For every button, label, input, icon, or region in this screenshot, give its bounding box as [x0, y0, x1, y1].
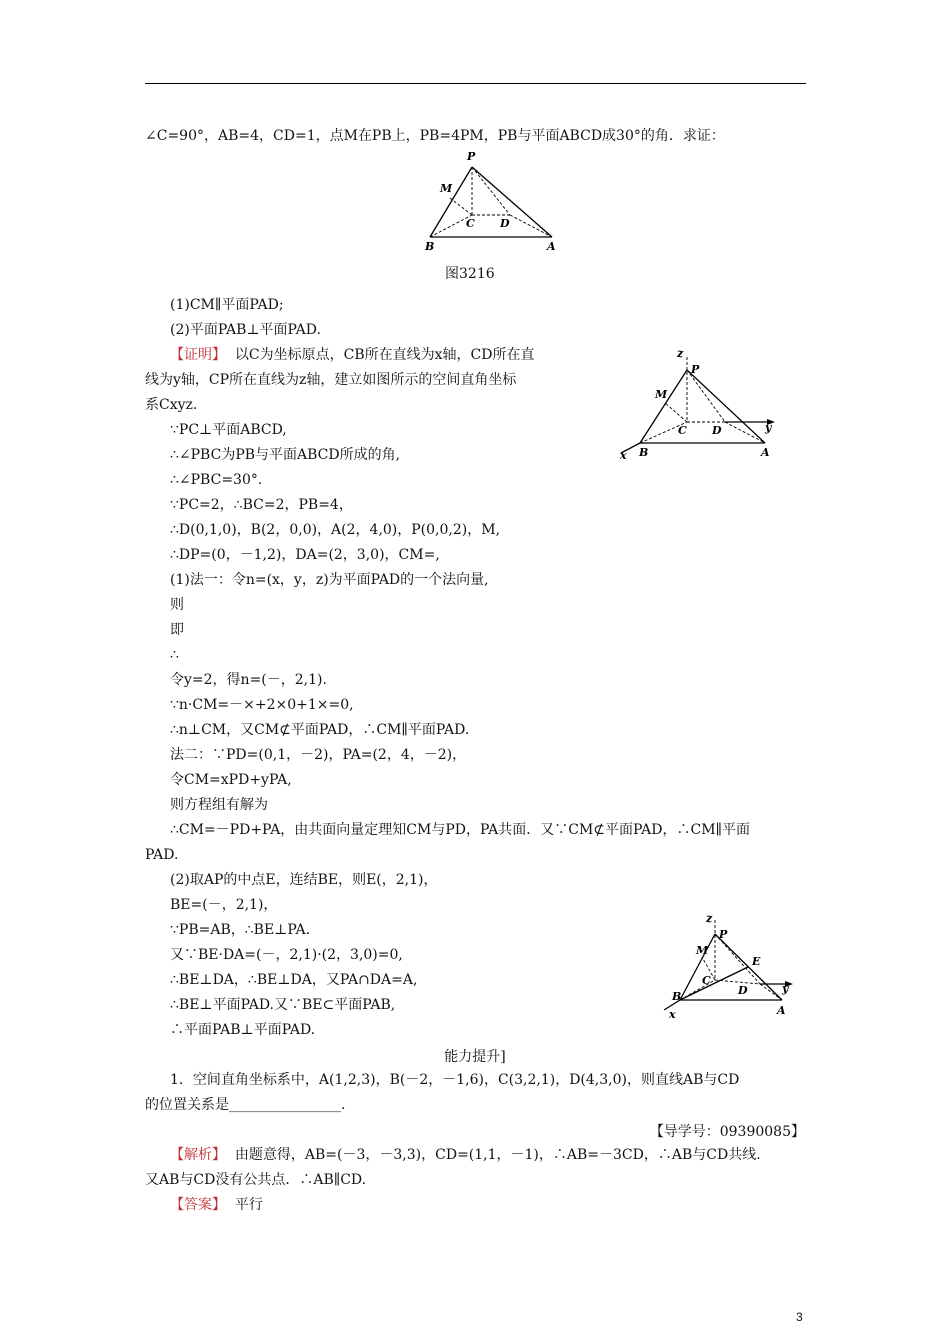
- text-line-15: ∴: [170, 647, 179, 663]
- text-line-5: 系Cxyz.: [145, 397, 198, 413]
- fig2-label-P: P: [691, 363, 700, 376]
- text-line-19: 法二：∵PD=(0,1，－2)，PA=(2，4，－2)，: [170, 747, 467, 763]
- text-line-17: ∵n·CM=－×+2×0+1×=0,: [170, 697, 354, 713]
- header-rule: [145, 83, 806, 84]
- text-line-13: 则: [170, 597, 184, 613]
- text-line-23: PAD.: [145, 847, 179, 863]
- text-line-21: 则方程组有解为: [170, 797, 268, 813]
- fig3-label-C: C: [702, 974, 711, 987]
- fig3-label-P: P: [719, 928, 728, 941]
- fig1-label-P: P: [467, 150, 476, 163]
- fig1-label-C: C: [466, 217, 475, 230]
- fig2-label-D: D: [712, 424, 722, 437]
- text-line-20: 令CM=xPD+yPA,: [170, 772, 292, 788]
- text-line-8: ∴∠PBC=30°.: [170, 472, 263, 488]
- text-line-6: ∵PC⊥平面ABCD,: [170, 422, 287, 438]
- figure-caption: 图3216: [445, 266, 495, 282]
- proof-tag: 【证明】: [170, 347, 226, 363]
- guide-number: 【导学号：09390085】: [649, 1124, 805, 1140]
- text-line-18: ∴n⊥CM，又CM⊄平面PAD，∴CM∥平面PAD.: [170, 722, 470, 738]
- text-line-4: 线为y轴，CP所在直线为z轴，建立如图所示的空间直角坐标: [145, 372, 517, 388]
- text-line-28: ∴BE⊥DA，∴BE⊥DA，又PA∩DA=A,: [170, 972, 418, 988]
- answer-line: [170, 1196, 263, 1214]
- fig3-label-M: M: [696, 944, 709, 957]
- text-line-24: (2)取AP的中点E，连结BE，则E(，2,1)，: [170, 872, 438, 888]
- text-line-7: ∴∠PBC为PB与平面ABCD所成的角,: [170, 447, 401, 463]
- fig2-label-M: M: [655, 388, 668, 401]
- text-line-26: ∵PB=AB，∴BE⊥PA.: [170, 922, 311, 938]
- fig3-label-y: y: [782, 982, 789, 995]
- intro-line: ∠C=90°，AB=4，CD=1，点M在PB上，PB=4PM，PB与平面ABCD成30°的角．求证：: [145, 128, 725, 144]
- fig2-label-A: A: [761, 446, 770, 459]
- question-1-line-2: 的位置关系是________________.: [145, 1097, 346, 1113]
- text-line-11: ∴DP=(0，－1,2)，DA=(2，3,0)，CM=,: [170, 547, 440, 563]
- fig2-label-z: z: [677, 347, 684, 360]
- fig3-label-z: z: [706, 912, 713, 925]
- fig3-label-E: E: [752, 955, 761, 968]
- answer-text: 平行: [234, 1197, 263, 1213]
- text-line-2: (2)平面PAB⊥平面PAD.: [170, 322, 321, 338]
- proof-text: 以C为坐标原点，CB所在直线为x轴，CD所在直: [234, 347, 535, 363]
- coordinate-figure: [615, 345, 785, 463]
- fig2-label-x: x: [620, 449, 627, 462]
- text-line-10: ∴D(0,1,0)，B(2，0,0)，A(2，4,0)，P(0,0,2)，M,: [170, 522, 501, 538]
- text-line-14: 即: [170, 622, 184, 638]
- fig1-label-D: D: [500, 217, 510, 230]
- fig1-label-M: M: [440, 182, 453, 195]
- fig1-label-B: B: [425, 240, 435, 253]
- fig3-label-B: B: [672, 990, 682, 1003]
- text-line-22: ∴CM=－PD+PA，由共面向量定理知CM与PD，PA共面．又∵CM⊄平面PAD，∴CM∥平面: [170, 822, 751, 838]
- text-line-1: (1)CM∥平面PAD;: [170, 297, 284, 313]
- section-title: 能力提升]: [444, 1049, 506, 1065]
- fig2-label-B: B: [639, 446, 649, 459]
- fig1-label-A: A: [547, 240, 556, 253]
- text-line-25: BE=(－，2,1)，: [170, 897, 278, 913]
- text-line-30: ∴平面PAB⊥平面PAD.: [170, 1022, 316, 1038]
- midpoint-figure: [660, 912, 800, 1020]
- fig3-label-A: A: [777, 1004, 786, 1017]
- analysis-text: 由题意得，AB=(－3，－3,3)，CD=(1,1，－1)，∴AB=－3CD，∴AB与CD共线.: [234, 1147, 761, 1163]
- analysis-line-2: 又AB与CD没有公共点．∴AB∥CD.: [145, 1172, 367, 1188]
- fig2-label-C: C: [678, 424, 687, 437]
- fig3-label-x: x: [669, 1008, 676, 1020]
- answer-tag: 【答案】: [170, 1197, 226, 1213]
- text-line-12: (1)法一：令n=(x，y，z)为平面PAD的一个法向量,: [170, 572, 489, 588]
- text-line-9: ∵PC=2，∴BC=2，PB=4，: [170, 497, 353, 513]
- text-line-16: 令y=2，得n=(－，2,1).: [170, 672, 327, 688]
- text-line-29: ∴BE⊥平面PAD.又∵BE⊂平面PAB,: [170, 997, 396, 1013]
- analysis-line-1: [170, 1146, 761, 1164]
- text-line-3: [170, 346, 534, 364]
- fig3-label-D: D: [738, 984, 748, 997]
- fig2-label-y: y: [765, 421, 772, 434]
- page-number: 3: [796, 1310, 803, 1324]
- analysis-tag: 【解析】: [170, 1147, 226, 1163]
- question-1-line-1: 1．空间直角坐标系中，A(1,2,3)，B(－2，－1,6)，C(3,2,1)，D(4,3,0)，则直线AB与CD: [170, 1072, 740, 1088]
- text-line-27: 又∵BE·DA=(－，2,1)·(2，3,0)=0,: [170, 947, 403, 963]
- figure-3216: [420, 145, 560, 257]
